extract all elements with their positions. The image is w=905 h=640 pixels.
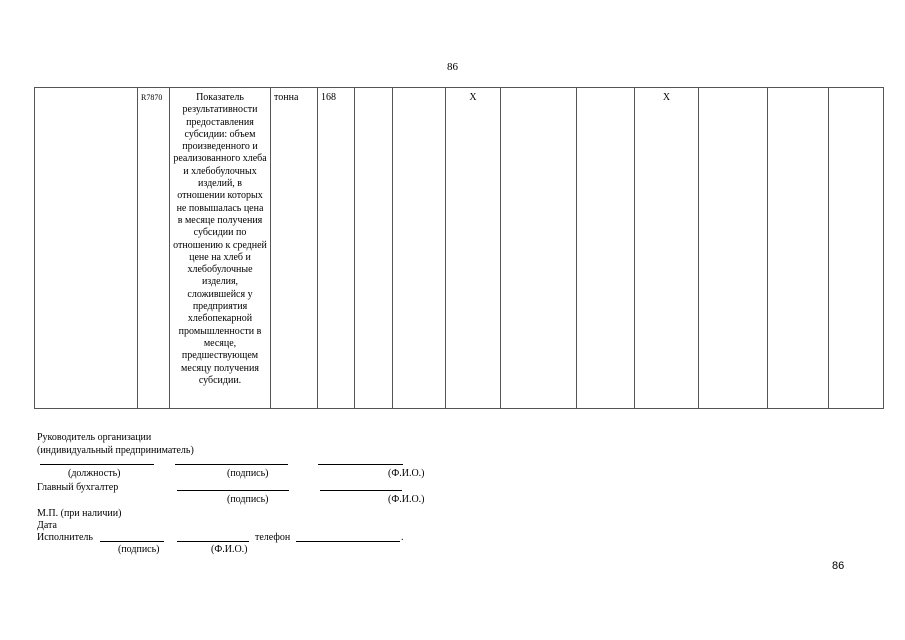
fio-caption: (Ф.И.О.) <box>211 544 248 555</box>
fio-caption: (Ф.И.О.) <box>388 494 425 505</box>
phone-line <box>296 541 400 542</box>
chief-accountant-label: Главный бухгалтер <box>37 482 119 493</box>
position-line <box>40 464 154 465</box>
cell-empty <box>355 88 393 409</box>
fio-line <box>318 464 403 465</box>
cell-x-mark: X <box>446 88 501 409</box>
page-number-bottom: 86 <box>832 560 845 572</box>
cell-empty <box>501 88 577 409</box>
cell-empty <box>768 88 829 409</box>
signature-caption: (подпись) <box>227 494 269 505</box>
cell-empty <box>699 88 768 409</box>
data-table <box>34 87 884 409</box>
stamp-label: М.П. (при наличии) <box>37 508 122 519</box>
cell-empty <box>35 88 138 409</box>
executor-signature-line <box>100 541 164 542</box>
cell-empty <box>577 88 635 409</box>
cell-empty <box>393 88 446 409</box>
cell-value: 168 <box>318 88 355 409</box>
position-caption: (должность) <box>68 468 121 479</box>
date-label: Дата <box>37 520 57 531</box>
signature-caption: (подпись) <box>227 468 269 479</box>
head-label: Руководитель организации <box>37 432 152 443</box>
phone-period: . <box>401 532 404 543</box>
fio-caption: (Ф.И.О.) <box>388 468 425 479</box>
accountant-fio-line <box>320 490 402 491</box>
cell-code: R7870 <box>138 88 170 409</box>
executor-fio-line <box>177 541 249 542</box>
signature-line <box>175 464 288 465</box>
page-number-top: 86 <box>447 61 458 73</box>
signature-caption: (подпись) <box>118 544 160 555</box>
cell-description: Показатель результативности предоставления субсидии: объем произведенного и реализованного хлеба и хлебобулочных изделий, в отношении которых не повышалась цена в месяце получения субсидии по отношению к средней цене на хлеб и хлебобулочные изделия, сложившейся у предприятия хлебопекарной промышленности в месяце, предшествующем месяцу получения субсидии. <box>170 88 271 409</box>
head-sublabel: (индивидуальный предприниматель) <box>37 445 194 456</box>
cell-x-mark: X <box>635 88 699 409</box>
executor-label: Исполнитель <box>37 532 93 543</box>
accountant-signature-line <box>177 490 289 491</box>
cell-unit: тонна <box>271 88 318 409</box>
phone-label: телефон <box>255 532 291 543</box>
table-row <box>35 88 884 409</box>
cell-empty <box>829 88 884 409</box>
